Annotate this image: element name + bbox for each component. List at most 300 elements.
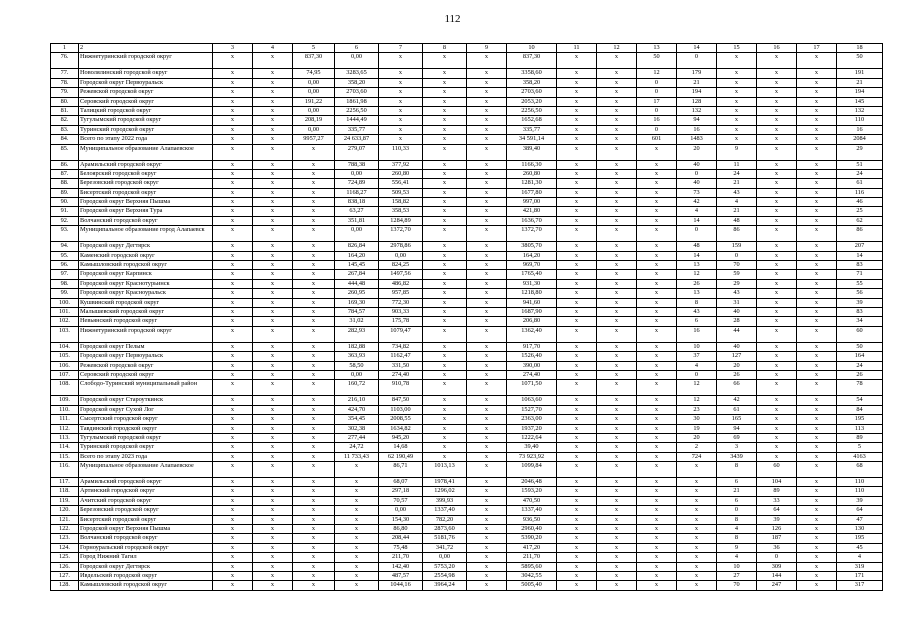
table-cell: 110 [837,487,883,496]
table-cell: x [637,317,677,326]
table-cell: x [797,396,837,405]
table-cell: 2554,98 [423,571,467,580]
table-cell: x [597,226,637,242]
table-cell: x [293,326,335,342]
table-cell: 1337,40 [507,506,557,515]
table-cell: 110 [837,116,883,125]
table-cell: 160,72 [335,380,379,396]
table-cell: x [213,462,253,478]
table-cell: 20 [677,433,717,442]
table-cell: 56 [837,289,883,298]
table-cell: 21 [837,78,883,87]
table-cell: 130 [837,525,883,534]
table-cell: 1444,49 [335,116,379,125]
table-cell: x [797,326,837,342]
table-cell: x [335,478,379,487]
table-cell: 40 [677,160,717,169]
table-cell: x [213,352,253,361]
table-cell: 1765,40 [507,270,557,279]
table-cell: x [797,69,837,78]
table-cell: x [423,424,467,433]
table-cell: x [637,581,677,590]
table-cell: x [423,279,467,288]
table-cell: x [597,396,637,405]
table-cell: 10 [677,342,717,351]
table-cell: x [597,452,637,461]
table-cell: 50 [837,342,883,351]
table-cell: x [293,289,335,298]
table-cell: 354,45 [335,415,379,424]
table-cell: 39 [757,515,797,524]
table-row [51,478,883,487]
table-row [51,270,883,279]
table-cell: 16 [757,44,797,53]
table-cell: x [293,396,335,405]
table-cell: x [797,289,837,298]
table-cell: x [467,125,507,134]
table-cell: x [253,352,293,361]
table-cell: 788,38 [335,160,379,169]
table-cell: x [597,525,637,534]
table-cell: x [597,53,637,69]
table-cell: 399,93 [423,496,467,505]
table-cell: 90. [51,198,79,207]
table-cell: x [597,135,637,144]
table-cell: 164 [837,352,883,361]
table-cell: 99. [51,289,79,298]
table-cell: 14 [677,251,717,260]
table-cell: 2046,48 [507,478,557,487]
table-cell: x [557,144,597,160]
table-cell: 30 [677,415,717,424]
table-cell: x [597,370,637,379]
table-cell: 910,78 [379,380,423,396]
table-cell: 724 [677,452,717,461]
table-cell: x [213,242,253,251]
row-name-cell: Кушвинский городской округ [79,298,213,307]
table-cell: 421,80 [507,207,557,216]
table-cell: 89. [51,188,79,197]
table-cell: 3805,70 [507,242,557,251]
table-cell: 43 [677,307,717,316]
table-cell: 509,53 [379,188,423,197]
table-cell: x [467,169,507,178]
table-cell: 86,80 [379,525,423,534]
table-row [51,135,883,144]
table-cell: x [293,452,335,461]
table-cell: x [797,216,837,225]
table-cell: x [467,415,507,424]
table-cell: 20 [677,144,717,160]
table-cell: 104 [757,478,797,487]
table-cell: x [467,433,507,442]
table-cell: x [423,88,467,97]
table-cell: x [757,69,797,78]
table-cell: x [637,352,677,361]
table-cell: x [757,405,797,414]
table-row [51,279,883,288]
table-cell: x [797,279,837,288]
table-cell: x [253,261,293,270]
table-cell: 363,93 [335,352,379,361]
table-cell: x [379,125,423,134]
table-cell: x [557,443,597,452]
table-cell: x [423,405,467,414]
table-cell: 80. [51,97,79,106]
table-cell: 105. [51,352,79,361]
table-cell: 2084 [837,135,883,144]
table-cell: x [557,405,597,414]
table-cell: x [213,506,253,515]
table-cell: x [557,135,597,144]
table-cell: x [253,543,293,552]
table-cell: 8 [717,515,757,524]
table-row [51,553,883,562]
table-cell: 42 [717,396,757,405]
table-cell: x [467,242,507,251]
table-cell: x [797,571,837,580]
table-cell: 24 [717,169,757,178]
table-cell: 1593,20 [507,487,557,496]
table-cell: 31,02 [335,317,379,326]
table-cell: x [757,289,797,298]
table-cell: 96. [51,261,79,270]
table-cell: 116 [837,188,883,197]
table-cell: x [557,198,597,207]
table-cell: 61 [837,179,883,188]
table-cell: x [717,88,757,97]
table-cell: 0,00 [293,106,335,115]
table-cell: x [253,78,293,87]
table-cell: x [557,179,597,188]
table-cell: x [293,279,335,288]
table-cell: x [467,116,507,125]
table-cell: x [597,478,637,487]
table-cell: x [557,207,597,216]
table-row [51,543,883,552]
table-cell: 94 [717,424,757,433]
table-cell: x [637,279,677,288]
table-cell: x [253,188,293,197]
table-cell: x [253,88,293,97]
table-cell: 113. [51,433,79,442]
table-cell: 2256,50 [335,106,379,115]
table-cell: 390,00 [507,361,557,370]
table-row [51,352,883,361]
row-name-cell: Невьянский городской округ [79,317,213,326]
table-cell: 274,40 [379,370,423,379]
table-cell: 19 [677,424,717,433]
table-cell: x [797,251,837,260]
table-cell: 1527,70 [507,405,557,414]
table-cell: 31 [717,298,757,307]
table-cell: x [637,462,677,478]
table-cell: x [423,207,467,216]
table-cell: x [797,534,837,543]
table-cell: x [213,270,253,279]
table-cell: x [797,298,837,307]
row-name-cell: Малышевский городской округ [79,307,213,316]
table-cell: 43 [717,188,757,197]
table-cell: 64 [757,506,797,515]
table-cell: x [253,562,293,571]
table-cell: x [637,326,677,342]
table-cell: x [797,169,837,178]
table-cell: 2 [677,443,717,452]
table-cell: 109. [51,396,79,405]
table-cell: x [797,380,837,396]
table-cell: x [597,106,637,115]
table-cell: 601 [637,135,677,144]
table-cell: x [423,144,467,160]
table-row [51,226,883,242]
table-cell: x [637,525,677,534]
table-cell: x [677,506,717,515]
table-row [51,169,883,178]
table-cell: 377,92 [379,160,423,169]
table-cell: 132 [837,106,883,115]
table-cell: 93. [51,226,79,242]
table-cell: x [213,207,253,216]
table-cell: 106. [51,361,79,370]
table-cell: 29 [717,279,757,288]
table-cell: x [597,198,637,207]
table-row [51,179,883,188]
table-cell: 14 [677,44,717,53]
row-name-cell: Город Нижний Тагил [79,553,213,562]
table-cell: 75,48 [379,543,423,552]
table-cell: 62 190,49 [379,452,423,461]
table-row [51,207,883,216]
table-cell: 216,10 [335,396,379,405]
table-cell: x [467,496,507,505]
table-cell: x [757,307,797,316]
table-cell: x [423,226,467,242]
table-cell: 21 [717,207,757,216]
table-cell: x [597,415,637,424]
table-cell: x [757,207,797,216]
table-cell: 116. [51,462,79,478]
table-cell: 48 [677,242,717,251]
table-cell: 50 [637,53,677,69]
table-cell: x [757,342,797,351]
table-row [51,125,883,134]
table-cell: 117. [51,478,79,487]
table-cell: x [293,380,335,396]
table-cell: x [379,135,423,144]
table-cell: x [467,97,507,106]
table-cell: 2256,50 [507,106,557,115]
table-cell: x [253,581,293,590]
table-cell: 1013,13 [423,462,467,478]
table-cell: 1218,80 [507,289,557,298]
table-cell: 4 [717,198,757,207]
table-cell: x [213,317,253,326]
table-cell: x [557,380,597,396]
table-cell: 18 [837,44,883,53]
table-cell: x [597,116,637,125]
row-name-cell: 2 [79,44,213,53]
table-cell: x [597,361,637,370]
table-cell: 331,50 [379,361,423,370]
table-cell: x [213,144,253,160]
table-cell: x [335,553,379,562]
table-cell: 70 [717,261,757,270]
table-cell: x [597,261,637,270]
table-cell: 826,84 [335,242,379,251]
row-name-cell: Городской округ Дегтярск [79,242,213,251]
table-cell: 64 [837,506,883,515]
table-row [51,88,883,97]
table-cell: 16 [837,125,883,134]
row-name-cell: Городской округ Верхняя Пышма [79,198,213,207]
table-cell: 1636,70 [507,216,557,225]
table-cell: 119. [51,496,79,505]
table-cell: 191,22 [293,97,335,106]
table-cell: x [557,562,597,571]
table-cell: x [335,571,379,580]
table-cell: 28 [717,317,757,326]
table-cell: 74,95 [293,69,335,78]
table-cell: 8 [717,462,757,478]
table-cell: x [293,487,335,496]
table-cell: x [293,506,335,515]
table-cell: x [757,53,797,69]
table-cell: x [757,88,797,97]
table-cell: 5 [293,44,335,53]
table-cell: x [253,553,293,562]
table-cell: x [557,298,597,307]
table-cell: x [757,198,797,207]
table-cell: x [423,251,467,260]
table-cell: x [557,543,597,552]
table-cell: 1044,16 [379,581,423,590]
table-cell: x [423,135,467,144]
table-cell: 424,70 [335,405,379,414]
row-name-cell: Городской округ Сухой Лог [79,405,213,414]
table-cell: 10 [717,562,757,571]
table-cell: x [557,289,597,298]
table-cell: 58,50 [335,361,379,370]
table-cell: 97. [51,270,79,279]
table-cell: 1372,70 [507,226,557,242]
table-header-row [51,44,883,53]
table-cell: x [557,116,597,125]
table-cell: x [467,270,507,279]
table-row [51,525,883,534]
table-cell: x [717,69,757,78]
table-cell: 2703,60 [507,88,557,97]
table-cell: x [423,169,467,178]
table-row [51,361,883,370]
table-cell: x [335,525,379,534]
table-row [51,452,883,461]
table-cell: 247 [757,581,797,590]
row-name-cell: Новолялинский городской округ [79,69,213,78]
table-cell: x [597,125,637,134]
table-cell: 417,20 [507,543,557,552]
table-cell: x [423,116,467,125]
table-cell: x [797,496,837,505]
row-name-cell: Городской округ Верхняя Пышма [79,525,213,534]
table-cell: x [557,307,597,316]
table-cell: 24 633,87 [335,135,379,144]
table-cell: x [213,216,253,225]
row-name-cell: Бисертский городской округ [79,515,213,524]
table-cell: 113 [837,424,883,433]
table-cell: x [293,433,335,442]
table-cell: x [467,370,507,379]
row-name-cell: Тугулымский городской округ [79,433,213,442]
table-cell: 0 [677,169,717,178]
table-cell: x [423,97,467,106]
table-cell: x [467,216,507,225]
table-cell: 5005,40 [507,581,557,590]
table-cell: x [557,361,597,370]
row-name-cell: Березовский городской округ [79,506,213,515]
table-cell: 12 [677,380,717,396]
table-cell: x [637,216,677,225]
table-cell: x [637,443,677,452]
table-cell: x [557,571,597,580]
table-cell: x [757,242,797,251]
table-cell: 84 [837,405,883,414]
table-cell: x [253,433,293,442]
table-cell: x [637,506,677,515]
table-cell: x [293,342,335,351]
table-cell: 341,72 [423,543,467,552]
table-cell: x [379,53,423,69]
table-cell: x [423,216,467,225]
table-cell: x [467,506,507,515]
table-cell: x [797,226,837,242]
table-cell: 470,50 [507,496,557,505]
table-cell: 122. [51,525,79,534]
table-cell: x [717,116,757,125]
table-cell: x [637,169,677,178]
table-cell: x [557,525,597,534]
table-row [51,289,883,298]
table-cell: x [557,188,597,197]
table-cell: 1103,00 [379,405,423,414]
table-cell: 40 [717,342,757,351]
table-cell: 12 [597,44,637,53]
table-cell: x [637,380,677,396]
table-cell: 0 [717,251,757,260]
table-cell: x [757,396,797,405]
table-cell: 54 [837,396,883,405]
table-cell: 1079,47 [379,326,423,342]
table-cell: x [423,326,467,342]
table-cell: 182,88 [335,342,379,351]
table-cell: x [757,216,797,225]
table-cell: 91. [51,207,79,216]
table-cell: 1497,56 [379,270,423,279]
table-cell: x [213,487,253,496]
table-cell: x [717,106,757,115]
table-cell: 0,00 [335,53,379,69]
table-cell: 0,00 [293,78,335,87]
table-cell: x [423,352,467,361]
table-cell: x [213,307,253,316]
table-cell: 838,18 [335,198,379,207]
table-cell: 0 [677,226,717,242]
table-cell: 194 [677,88,717,97]
table-cell: x [213,53,253,69]
table-cell: x [757,179,797,188]
table-cell: 25 [837,207,883,216]
table-cell: x [557,317,597,326]
